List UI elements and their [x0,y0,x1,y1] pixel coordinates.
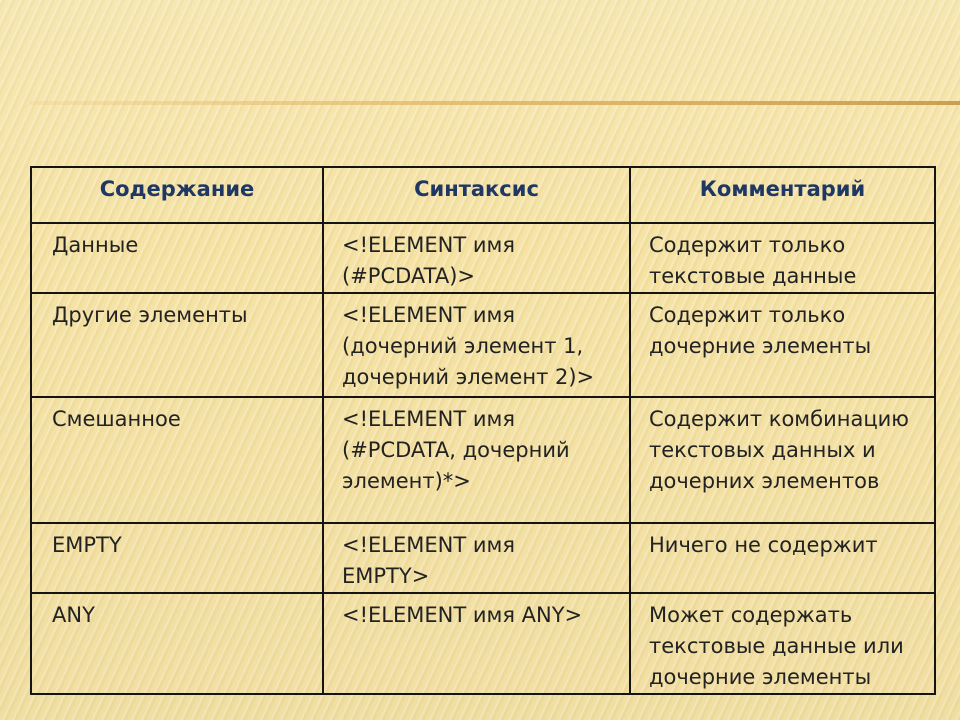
row-syntax-cell [323,223,630,293]
row-comment: Содержит только дочерние элементы [649,303,872,358]
row-comment-cell [630,523,935,593]
row-syntax: <!ELEMENT имя (#PCDATA, дочерний элемент)*> [342,407,570,493]
row-comment: Может содержать текстовые данные или дочерние элементы [649,603,904,689]
element-content-table [30,166,936,695]
row-content-cell [31,593,323,694]
row-comment-cell [630,293,935,397]
row-comment-cell [630,593,935,694]
row-comment-cell [630,397,935,523]
header-comment: Комментарий [630,167,935,223]
row-content: Смешанное [52,407,181,431]
row-content: Данные [52,233,139,257]
table-row [31,593,935,694]
row-comment: Содержит комбинацию текстовых данных и дочерних элементов [649,407,909,493]
header-content: Содержание [31,167,323,223]
row-content-cell [31,223,323,293]
table-header-row [31,167,935,223]
table-row [31,523,935,593]
row-comment: Ничего не содержит [649,533,878,557]
table-row [31,293,935,397]
row-content-cell [31,523,323,593]
title-divider [30,101,960,105]
row-syntax-cell [323,293,630,397]
row-content-cell [31,397,323,523]
row-content: ANY [52,603,95,627]
row-comment-cell [630,223,935,293]
table-row [31,223,935,293]
row-syntax-cell [323,397,630,523]
row-comment: Содержит только текстовые данные [649,233,857,288]
row-syntax: <!ELEMENT имя (#PCDATA)> [342,233,515,288]
table-row [31,397,935,523]
row-syntax-cell [323,523,630,593]
row-syntax: <!ELEMENT имя ANY> [342,603,583,627]
row-syntax: <!ELEMENT имя (дочерний элемент 1, дочерний элемент 2)> [342,303,595,389]
header-syntax: Синтаксис [323,167,630,223]
row-content-cell [31,293,323,397]
row-content: Другие элементы [52,303,248,327]
row-syntax: <!ELEMENT имя EMPTY> [342,533,515,588]
row-content: EMPTY [52,533,122,557]
row-syntax-cell [323,593,630,694]
